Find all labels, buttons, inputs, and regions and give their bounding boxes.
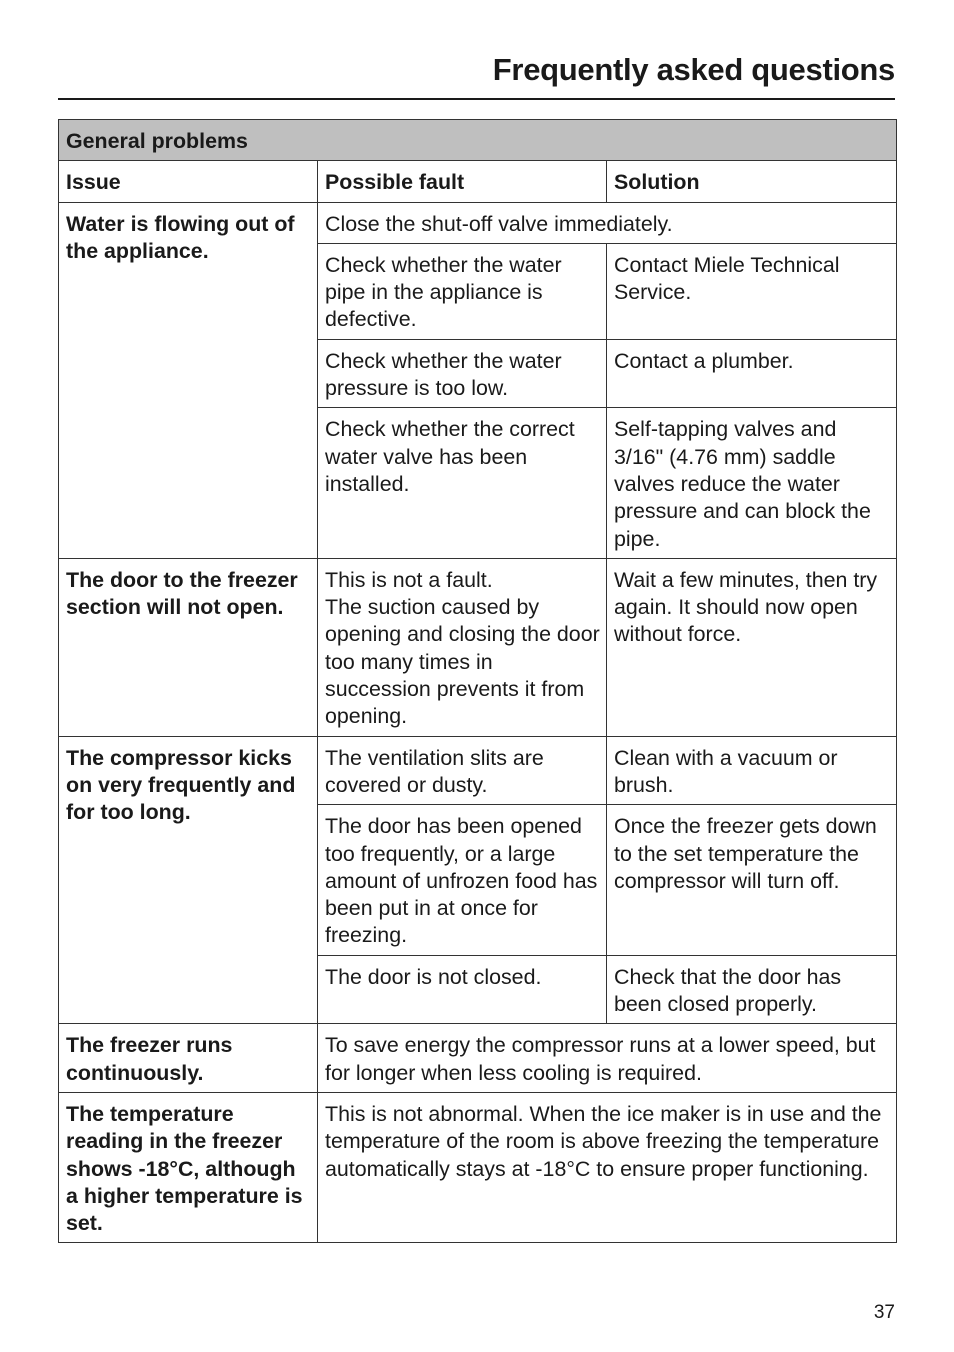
issue-cell: The freezer runs continuously. <box>59 1024 318 1093</box>
column-header-fault: Possible fault <box>318 161 607 202</box>
fault-line: The suction caused by opening and closing the door too many times in succession prevents it from opening. <box>325 595 600 729</box>
solution-cell: Contact a plumber. <box>607 339 897 408</box>
fault-cell: Check whether the water pipe in the appliance is defective. <box>318 243 607 339</box>
merged-answer-cell: To save energy the compressor runs at a lower speed, but for longer when less cooling is required. <box>318 1024 897 1093</box>
fault-line: This is not a fault. <box>325 567 493 592</box>
solution-cell: Wait a few minutes, then try again. It should now open without force. <box>607 558 897 736</box>
solution-cell: Clean with a vacuum or brush. <box>607 736 897 805</box>
fault-cell: The ventilation slits are covered or dusty. <box>318 736 607 805</box>
faq-table <box>58 119 897 1243</box>
page-title: Frequently asked questions <box>492 52 895 87</box>
table-row <box>59 558 897 736</box>
solution-cell: Contact Miele Technical Service. <box>607 243 897 339</box>
issue-cell: Water is flowing out of the appliance. <box>59 202 318 558</box>
issue-cell: The compressor kicks on very frequently and for too long. <box>59 736 318 1024</box>
page-number: 37 <box>873 1302 895 1323</box>
column-header-solution: Solution <box>607 161 897 202</box>
column-header-row <box>59 161 897 202</box>
section-header-row <box>59 120 897 161</box>
fault-cell: The door has been opened too frequently, or a large amount of unfrozen food has been put in at once for freezing. <box>318 805 607 955</box>
table-row <box>59 1024 897 1093</box>
solution-cell: Once the freezer gets down to the set temperature the compressor will turn off. <box>607 805 897 955</box>
fault-cell: Check whether the correct water valve has been installed. <box>318 408 607 558</box>
solution-cell: Self-tapping valves and 3/16" (4.76 mm) saddle valves reduce the water pressure and can block the pipe. <box>607 408 897 558</box>
column-header-issue: Issue <box>59 161 318 202</box>
table-row <box>59 1092 897 1242</box>
fault-note-cell: Close the shut-off valve immediately. <box>318 202 897 243</box>
section-title: General problems <box>59 120 897 161</box>
fault-cell: Check whether the water pressure is too low. <box>318 339 607 408</box>
table-row <box>59 736 897 805</box>
issue-cell: The door to the freezer section will not open. <box>59 558 318 736</box>
table-row <box>59 202 897 243</box>
title-divider <box>58 98 895 100</box>
fault-cell <box>318 558 607 736</box>
merged-answer-cell: This is not abnormal. When the ice maker is in use and the temperature of the room is above freezing the temperature automatically stays at -18°C to ensure proper functioning. <box>318 1092 897 1242</box>
issue-cell: The temperature reading in the freezer shows -18°C, although a higher temperature is set. <box>59 1092 318 1242</box>
solution-cell: Check that the door has been closed properly. <box>607 955 897 1024</box>
fault-cell: The door is not closed. <box>318 955 607 1024</box>
